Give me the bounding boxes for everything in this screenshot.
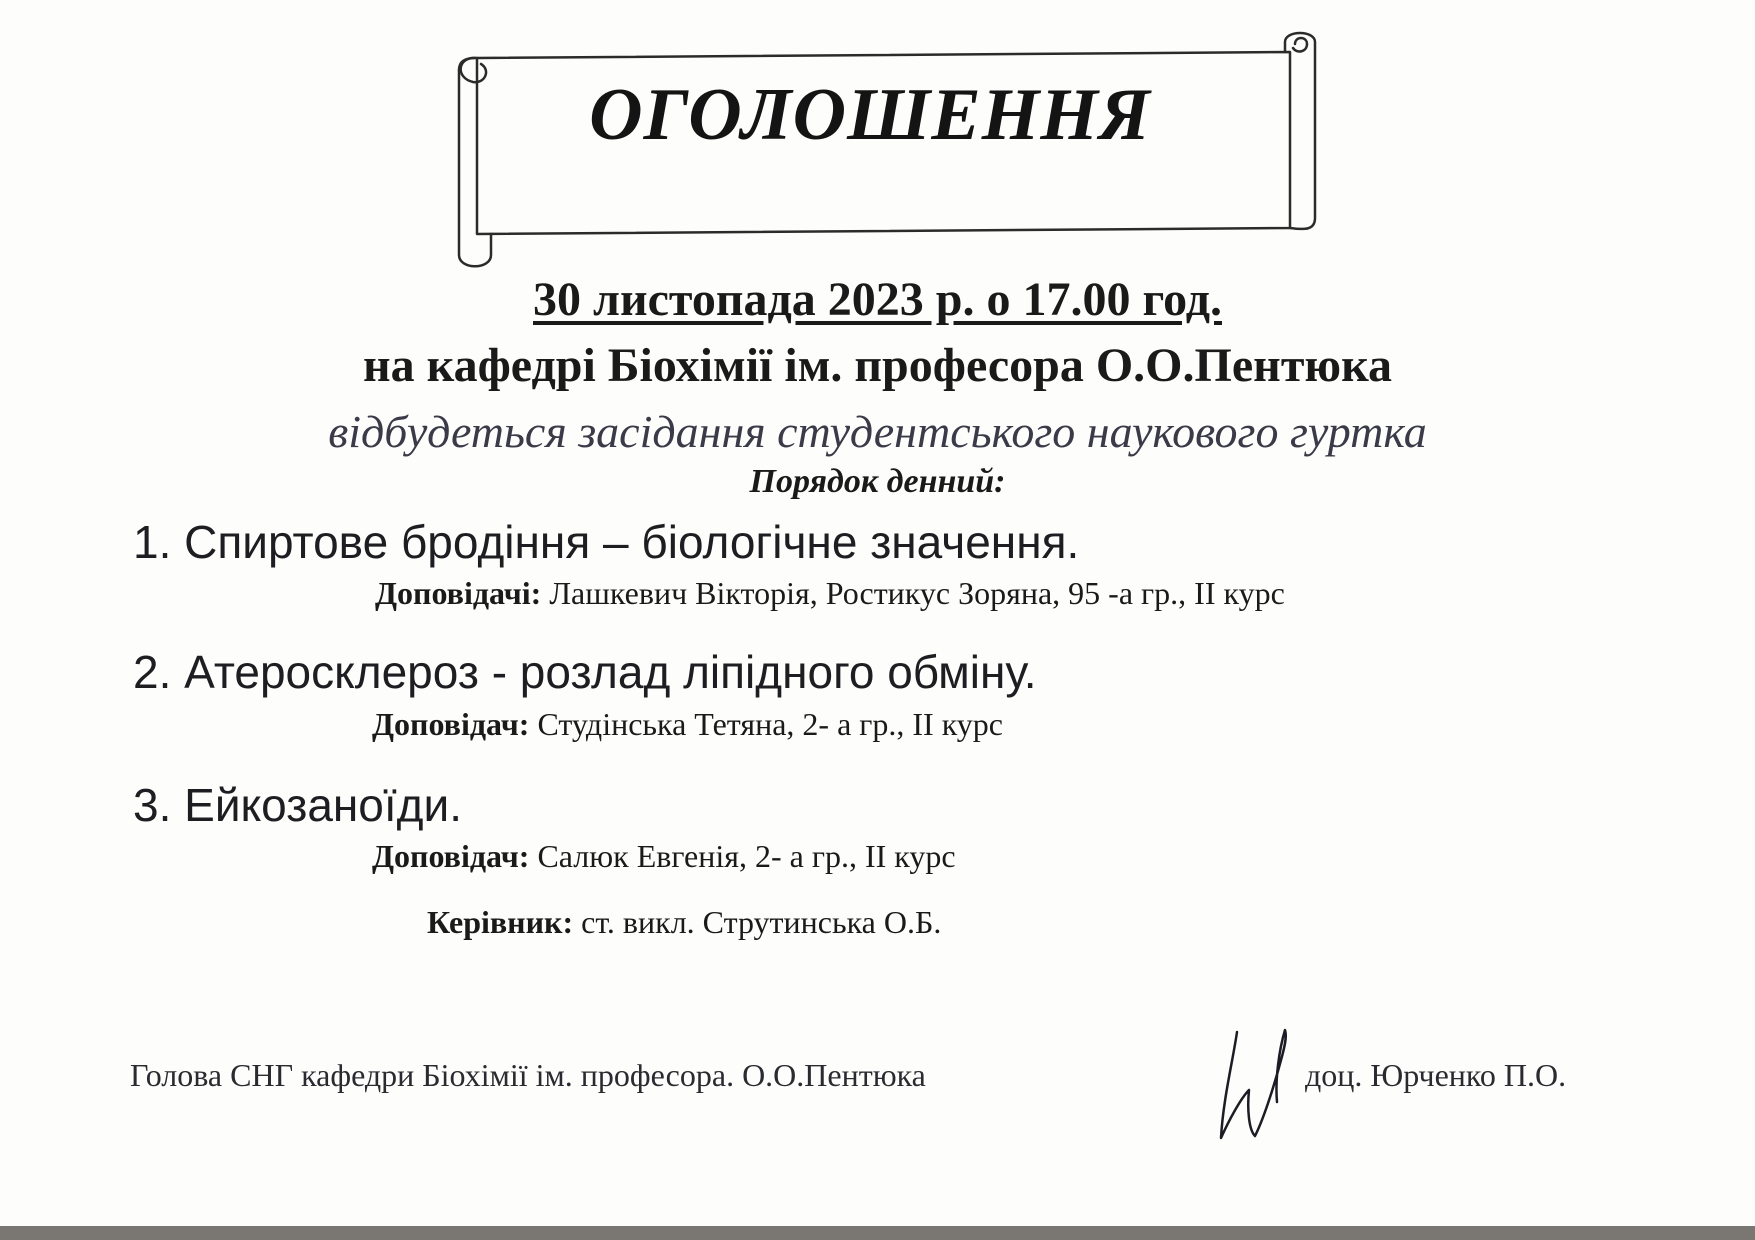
page-bottom-edge [0,1226,1755,1240]
event-description: відбудеться засідання студентського наукового гуртка [328,406,1427,457]
footer-head-text: Голова СНГ кафедри Біохімії ім. професора. О.О.Пентюка [130,1057,926,1093]
agenda-item-2-speaker [372,706,1003,743]
agenda-heading: Порядок денний: [749,463,1006,500]
agenda-item-1-title: 1. Спиртове бродіння – біологічне значення. [133,516,1080,568]
footer-signer: доц. Юрченко П.О. [1305,1057,1567,1093]
agenda-item-3-speaker [372,838,956,875]
speaker-label: Доповідач: [372,706,530,742]
speaker-value: Студінська Тетяна, 2- а гр., ІІ курс [529,706,1003,742]
event-date: 30 листопада 2023 р. о 17.00 год. [533,273,1222,326]
speaker-label: Доповідач: [372,838,530,874]
signature-icon [1215,1020,1295,1150]
agenda-item-2-title: 2. Атеросклероз - розлад ліпідного обміну. [133,646,1037,698]
speaker-value: Лашкевич Вікторія, Ростикус Зоряна, 95 -а гр., ІІ курс [541,575,1285,611]
announcement-title: ОГОЛОШЕННЯ [589,74,1151,156]
supervisor-line [427,904,941,941]
agenda-item-3-title: 3. Ейкозаноїди. [133,779,462,831]
agenda-item-1-speaker [375,575,1285,612]
supervisor-label: Керівник: [427,904,574,940]
supervisor-value: ст. викл. Струтинська О.Б. [573,904,942,940]
department-line: на кафедрі Біохімії ім. професора О.О.Пентюка [363,339,1392,392]
speaker-value: Салюк Евгенія, 2- а гр., ІІ курс [529,838,956,874]
speaker-label: Доповідачі: [375,575,542,611]
